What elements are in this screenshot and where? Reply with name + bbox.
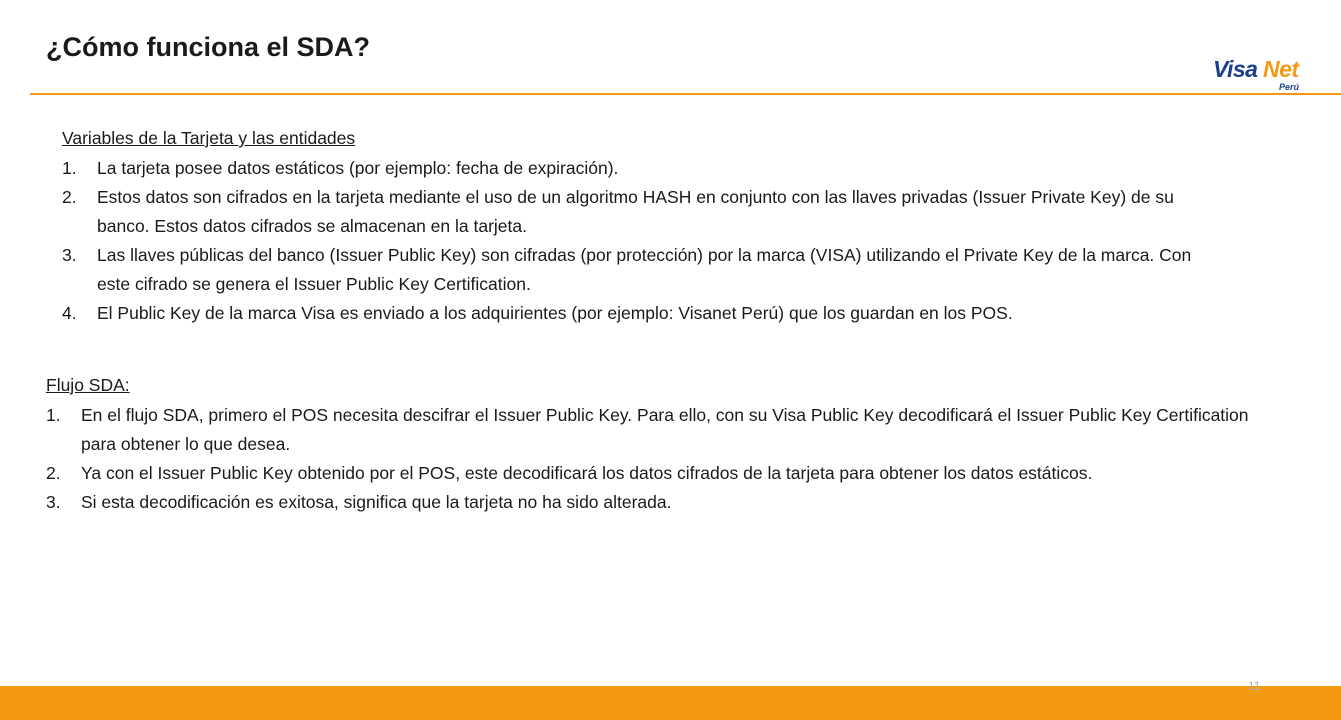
sda-flow-list [46, 401, 1266, 517]
list-item-text: En el flujo SDA, primero el POS necesita descifrar el Issuer Public Key. Para ello, con su Visa Public Key decodificará el Issuer Public Key Certification para obtener lo que desea. [81, 405, 1249, 454]
card-variables-heading: Variables de la Tarjeta y las entidades [62, 128, 356, 148]
list-item [62, 241, 1222, 299]
list-item [46, 488, 1266, 517]
list-item [62, 154, 1222, 183]
sda-flow-section [46, 373, 1266, 517]
list-item-text: Ya con el Issuer Public Key obtenido por el POS, este decodificará los datos cifrados de la tarjeta para obtener los datos estáticos. [81, 463, 1093, 483]
list-item-text: Si esta decodificación es exitosa, significa que la tarjeta no ha sido alterada. [81, 492, 672, 512]
card-variables-list [62, 154, 1222, 328]
list-item-number: 1. [62, 158, 77, 178]
list-item-number: 2. [46, 463, 61, 483]
card-variables-section [62, 126, 1222, 328]
list-item-text: Estos datos son cifrados en la tarjeta mediante el uso de un algoritmo HASH en conjunto con las llaves privadas (Issuer Private Key) de su banco. Estos datos cifrados se almacenan en la tarjeta. [97, 187, 1174, 236]
logo-visa-text: Visa [1213, 56, 1258, 82]
list-item-text: Las llaves públicas del banco (Issuer Public Key) son cifradas (por protección) por la marca (VISA) utilizando el Private Key de la marca. Con este cifrado se genera el Issuer Public Key Certification. [97, 245, 1192, 294]
page-number: 11 [1248, 679, 1261, 693]
footer-bar [0, 686, 1341, 720]
slide-title: ¿Cómo funciona el SDA? [46, 32, 370, 62]
list-item-number: 1. [46, 405, 61, 425]
logo-net-text: Net [1263, 56, 1299, 82]
logo-country-text: Perú [1278, 82, 1299, 92]
visanet-logo [1213, 56, 1303, 96]
list-item-number: 4. [62, 303, 77, 323]
list-item-text: La tarjeta posee datos estáticos (por ejemplo: fecha de expiración). [97, 158, 619, 178]
title-divider [30, 93, 1341, 95]
sda-flow-heading: Flujo SDA: [46, 375, 130, 395]
list-item [62, 299, 1222, 328]
list-item-number: 3. [46, 492, 61, 512]
list-item-number: 2. [62, 187, 77, 207]
list-item [62, 183, 1222, 241]
list-item-number: 3. [62, 245, 77, 265]
list-item [46, 459, 1266, 488]
list-item-text: El Public Key de la marca Visa es enviado a los adquirientes (por ejemplo: Visanet Perú) que los guardan en los POS. [97, 303, 1013, 323]
list-item [46, 401, 1266, 459]
